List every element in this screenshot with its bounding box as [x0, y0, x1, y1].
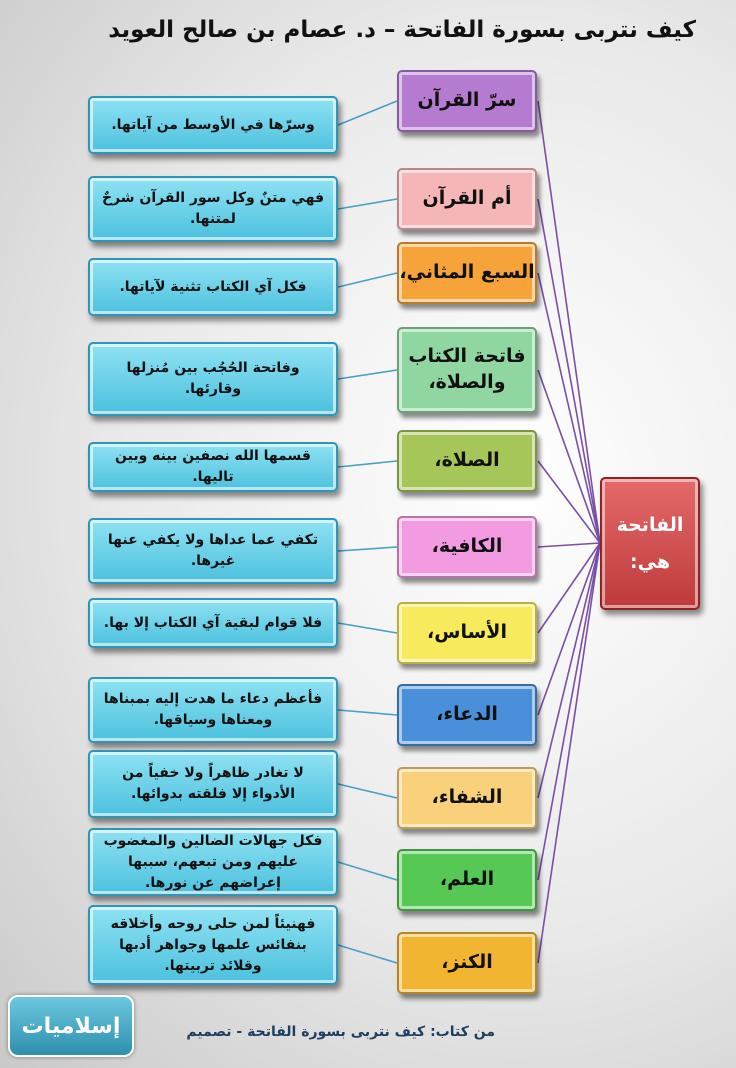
description-box: وسرّها في الأوسط من آياتها. [88, 96, 338, 154]
connector-line [338, 945, 397, 963]
connector-line [538, 199, 600, 543]
description-box: فهنيئاً لمن حلى روحه وأخلاقه بنفائس علمها وجواهر أدبها وقلائد تربيتها. [88, 905, 338, 985]
description-box: فلا قوام لبقية آي الكتاب إلا بها. [88, 598, 338, 648]
credit-text: من كتاب: كيف نتربى بسورة الفاتحة - تصميم [186, 1024, 495, 1040]
description-box: فكل آي الكتاب تثنية لآياتها. [88, 258, 338, 316]
description-box: لا تغادر ظاهراً ولا خفياً من الأدواء إلا فلقته بدوائها. [88, 750, 338, 818]
connector-line [338, 710, 397, 715]
category-box: الأساس، [397, 602, 537, 664]
category-box: الكنز، [397, 932, 537, 994]
connector-line [338, 547, 397, 551]
page-title: كيف نتربى بسورة الفاتحة – د. عصام بن صالح العويد [108, 17, 696, 43]
category-box: سرّ القرآن [397, 70, 537, 132]
connector-line [538, 543, 600, 547]
description-box: فكل جهالات الضالين والمغضوب عليهم ومن تبعهم، سببها إعراضهم عن نورها. [88, 828, 338, 896]
connector-line [338, 862, 397, 880]
category-box: فاتحة الكتاب والصلاة، [397, 327, 537, 413]
connector-line [538, 101, 600, 543]
description-box: وفاتحة الحُجُب بين مُنزلها وقارئها. [88, 342, 338, 416]
category-box: الكافية، [397, 516, 537, 578]
connector-line [538, 543, 600, 633]
connector-line [538, 543, 600, 715]
description-box: تكفي عما عداها ولا يكفي عنها غيرها. [88, 518, 338, 584]
connector-line [338, 273, 397, 287]
center-subtitle: هي: [630, 550, 670, 573]
category-box: الشفاء، [397, 767, 537, 829]
category-box: أم القرآن [397, 168, 537, 230]
logo-text: إسلاميات [21, 1013, 121, 1039]
center-box [600, 477, 700, 610]
description-box: فأعظم دعاء ما هدت إليه بمبناها ومعناها وسياقها. [88, 677, 338, 743]
connector-line [538, 543, 600, 880]
category-box: الصلاة، [397, 430, 537, 492]
connector-line [338, 461, 397, 467]
connector-line [538, 543, 600, 963]
center-title: الفاتحة [616, 514, 684, 537]
category-box: السبع المثاني، [397, 242, 537, 304]
connector-line [338, 370, 397, 379]
connector-line [338, 199, 397, 209]
connector-line [538, 370, 600, 543]
description-box: قسمها الله نصفين بينه وبين تاليها. [88, 442, 338, 492]
category-box: العلم، [397, 849, 537, 911]
logo [8, 995, 134, 1057]
connector-line [338, 101, 397, 125]
connector-line [338, 623, 397, 633]
category-box: الدعاء، [397, 684, 537, 746]
description-box: فهي متنٌ وكل سور القرآن شرحٌ لمتنها. [88, 176, 338, 242]
connector-line [338, 784, 397, 798]
connector-line [538, 543, 600, 798]
